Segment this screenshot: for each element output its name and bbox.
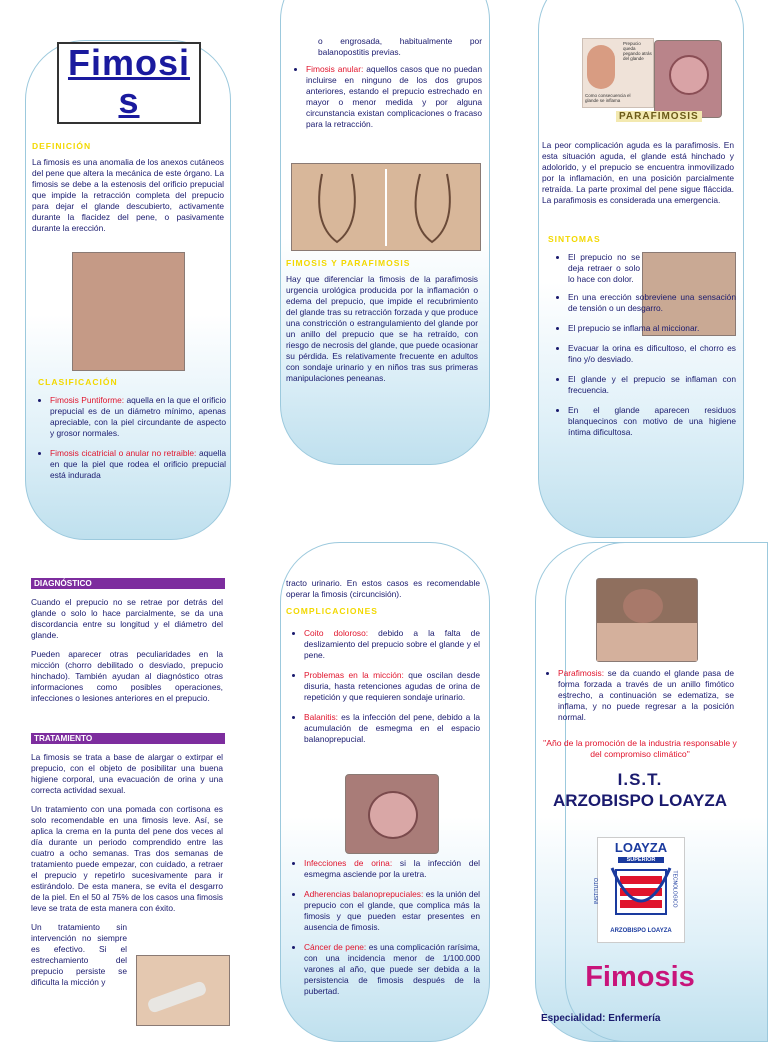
parafimosis-label: PARAFIMOSIS	[616, 111, 702, 122]
list-item	[304, 858, 480, 880]
photo-shape	[623, 589, 663, 623]
photo-crema	[136, 955, 230, 1026]
list-item: • El glande y el prepucio se inflaman con frecuencia.	[568, 374, 736, 396]
term-text: se da cuando el glande pasa de forma forzada a través de un anillo fimótico estrecho, a continuación se edematiza, se inflama, y no puede regresar a la posición normal.	[558, 668, 734, 722]
definicion-text	[32, 157, 224, 240]
sintomas-heading: SINTOMAS	[548, 234, 601, 244]
diagram-label: Prepucio queda pegando atrás del glande	[623, 41, 652, 61]
institute-abbrev: I.S.T.	[617, 770, 663, 789]
parafimosis-paragraph: La peor complicación aguda es la parafimosis. En esta situación aguda, el glande está hinchado y adolorido, y el prepucio se encuentra inmovilizado por la inflamación, en una posición parcialmente retraída. La parte proximal del pene sigue fláccida. La parafimosis es considerada una emergencia.	[542, 140, 734, 205]
photo-balanitis	[345, 774, 439, 854]
tratamiento-paragraph: Un tratamiento con una pomada con cortisona es solo recomendable en una fimosis leve. Así, se aplica la crema en la punta del pene dos veces al día durante un periodo comprendido entre las cuatro a ocho semanas. Tras dos semanas de tratamiento puede empezar, con cuidado, a retraer el prepucio y repetirlo sucesivamente para ir estirándolo. De esta manera, se evita el desgarro de la piel. En el 50 al 75% de los casos una fimosis leve se trata de esta manera con éxito.	[31, 804, 223, 913]
diagram-fimosis	[291, 163, 481, 251]
cover-title: Fimosis	[585, 961, 695, 993]
parafimosis-def	[540, 668, 734, 732]
list-item: • En una erección sobreviene una sensación de tensión o un desgarro.	[568, 292, 736, 314]
photo-shape	[597, 623, 697, 661]
list-item	[304, 942, 480, 997]
term: Adherencias balanoprepuciales:	[304, 889, 424, 899]
complicaciones-heading: COMPLICACIONES	[286, 606, 378, 616]
term: Balanitis:	[304, 712, 338, 722]
term: Infecciones de orina:	[304, 858, 393, 868]
term-text: es la unión del prepucio con el glande, que complica más la fimosis y que pueden estar presentes en ausencia de fimosis.	[304, 889, 480, 932]
term-text: es una complicación rarísima, con una incidencia menor de 1/100.000 varones al año, que puede ser debida a la persistencia de fimosis después de la pubertad.	[304, 942, 480, 996]
photo-parafimosis	[654, 40, 722, 118]
definicion-paragraph: La fimosis es una anomalia de los anexos cutáneos del pene que altera la mecánica de este órgano. La fimosis se debe a la estenosis del orificio prepucial que impide la retracción completa del prepucio para dejar el glande descubierto, activamente durante la flacidez del pene, o pasivamente durante la erección.	[32, 157, 224, 233]
year-quote: "Año de la promoción de la industria responsable y del compromiso climático"	[543, 738, 737, 759]
cont-paragraph: tracto urinario. En estos casos es recomendable operar la fimosis (circuncisión).	[286, 578, 480, 599]
diagram-parafimosis	[582, 38, 654, 108]
photo-shape	[669, 55, 709, 95]
term: Coito doloroso:	[304, 628, 369, 638]
fimosis-parafimosis-text	[286, 274, 478, 390]
logo-right-text: TECNOLOGICO	[671, 870, 678, 908]
list-item: • En el glande aparecen residuos blanquecinos con motivo de una higiene íntima dificultosa.	[568, 405, 736, 438]
logo-bottom-text: ARZOBISPO LOAYZA	[610, 928, 672, 934]
term: Cáncer de pene:	[304, 942, 367, 952]
list-item	[50, 448, 226, 481]
photo-parafimosis-2	[596, 578, 698, 662]
list-item	[50, 395, 226, 439]
institute-logo	[594, 837, 685, 943]
list-item	[304, 889, 480, 933]
diagnostico-heading: DIAGNÓSTICO	[31, 578, 225, 589]
complicaciones-list-1	[286, 628, 480, 754]
list-item	[304, 670, 480, 703]
tipos-text	[288, 36, 482, 139]
diagnostico-paragraph: Cuando el prepucio no se retrae por detrás del glande o solo lo hace parcialmente, se da una discordancia entre su longitud y el diámetro del glande.	[31, 597, 223, 640]
tratamiento-paragraph: Un tratamiento sin intervención no siempre es efectivo. Si el estrechamiento del prepucio persiste se dificulta la micción y	[31, 922, 127, 987]
list-item: • El prepucio no se deja retraer o solo lo hace con dolor.	[568, 252, 640, 285]
list-item	[306, 64, 482, 130]
term-text: aquellos casos que no puedan incluirse en ninguno de los dos grupos anteriores, estando el prepucio estrechado en mayor o menor medida y por alguna circunstancia existan complicaciones o fracaso para la retracción.	[306, 64, 482, 129]
clasificacion-list	[32, 395, 226, 490]
complicaciones-list-2	[286, 858, 480, 1006]
diagram-shape	[587, 45, 615, 89]
logo-superior-text: SUPERIOR	[618, 857, 664, 863]
institute-name: ARZOBISPO LOAYZA	[552, 791, 728, 810]
tratamiento-heading: TRATAMIENTO	[31, 733, 225, 744]
especialidad: Especialidad: Enfermería	[541, 1013, 661, 1024]
fimosis-parafimosis-heading: FIMOSIS Y PARAFIMOSIS	[286, 258, 411, 268]
parafimosis-text	[542, 140, 734, 212]
diferencia-paragraph: Hay que diferenciar la fimosis de la parafimosis urgencia urológica producida por la inflamación o edema del prepucio, que impide el recubrimiento del glande tras su retracción forzada y que produce una constricción o estrangulamiento del glande por un anillo del prepucio que se ha retraído, con riesgo de necrosis del glande, que puede ocasionar su pérdida. Es relativamente frecuente en adultos con sondaje urinario y en niños tras sus primeras manipulaciones peneanas.	[286, 274, 478, 383]
definicion-heading: DEFINICIÓN	[32, 141, 92, 151]
diagram-sketch	[292, 164, 480, 250]
clasificacion-heading: CLASIFICACIÓN	[38, 377, 118, 387]
sintomas-list	[550, 252, 736, 447]
logo-top-text: LOAYZA	[614, 840, 668, 855]
term-text: que oscilan desde disuria, hasta retenciones agudas de orina de repetición y que requieren sondaje urinario.	[304, 670, 480, 702]
cont-paragraph: o engrosada, habitualmente por balanopostitis previas.	[318, 36, 482, 57]
diagram-label: Como consecuencia el glande se inflama	[585, 93, 631, 103]
list-item: • Evacuar la orina es dificultoso, el chorro es fino y/o desviado.	[568, 343, 736, 365]
term-text: aquella en que la piel que rodea el orificio prepucial está indurada	[50, 448, 226, 480]
term-text: debido a la falta de deslizamiento del prepucio sobre el glande y el pene.	[304, 628, 480, 660]
list-item	[558, 668, 734, 723]
logo-left-text: INSTITUTO	[594, 877, 601, 905]
diagnostico-text	[31, 597, 223, 710]
term-text: si la infección del esmegma asciende por la uretra.	[304, 858, 480, 879]
photo-shape	[368, 791, 418, 839]
diagnostico-paragraph: Pueden aparecer otras peculiaridades en la micción (chorro debilitado o desviado, prepucio hinchado). También ayudan al diagnóstico otras informaciones como posibles operaciones, infecciones o lesiones anteriores en el prepucio.	[31, 649, 223, 703]
complicaciones-text	[286, 578, 480, 606]
tube-shape	[146, 980, 207, 1014]
term-text: aquella en la que el orificio prepucial es de un diámetro mínimo, apenas apreciable, con la piel circundante de aspecto y grosor normales.	[50, 395, 227, 438]
list-item: • El prepucio se inflama al miccionar.	[568, 323, 736, 334]
photo-fimosis	[72, 252, 185, 371]
term: Fimosis anular:	[306, 64, 364, 74]
tratamiento-paragraph: La fimosis se trata a base de alargar o extirpar el prepucio, con el objeto de posibilitar una buena higiene corporal, una evacuación de orina y una correcta actividad sexual.	[31, 752, 223, 795]
list-item	[304, 628, 480, 661]
term: Fimosis Puntiforme:	[50, 395, 125, 405]
title-box	[57, 42, 201, 124]
term-text: es la infección del pene, debido a la acumulación de esmegma en el espacio balanoprepucial.	[304, 712, 480, 744]
term: Problemas en la micción:	[304, 670, 404, 680]
page-title: Fimosis	[67, 42, 190, 121]
term: Parafimosis:	[558, 668, 605, 678]
term: Fimosis cicatricial o anular no retraible:	[50, 448, 197, 458]
list-item	[304, 712, 480, 745]
